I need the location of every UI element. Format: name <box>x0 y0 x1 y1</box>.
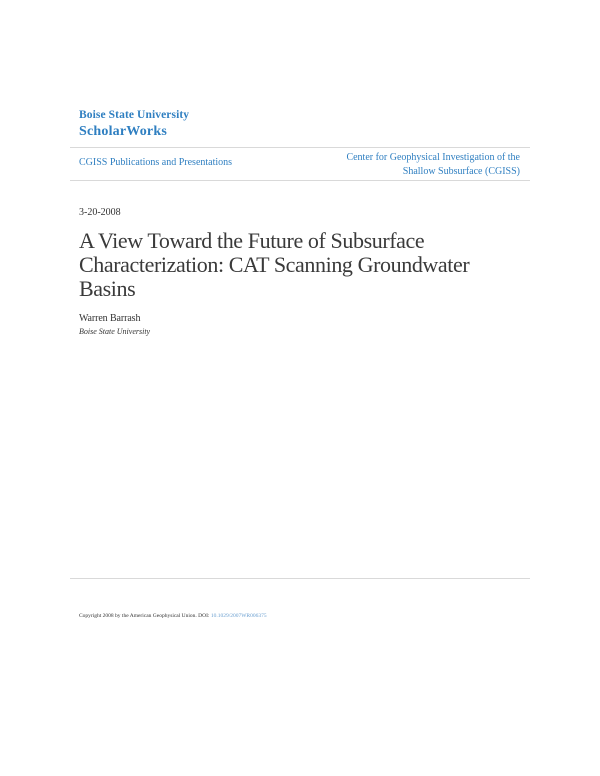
paper-title: A View Toward the Future of Subsurface Characterization: CAT Scanning Groundwater Basins <box>79 228 470 301</box>
series-link-cgiss-line2: Shallow Subsurface (CGISS) <box>402 166 520 177</box>
header-divider-bottom <box>70 180 530 181</box>
copyright-text: Copyright 2008 by the American Geophysical Union. DOI: <box>79 613 211 619</box>
series-link-cgiss[interactable] <box>300 151 520 179</box>
header-divider-top <box>70 147 530 148</box>
series-link-publications[interactable]: CGISS Publications and Presentations <box>79 157 233 168</box>
series-link-cgiss-line1: Center for Geophysical Investigation of the <box>346 152 520 163</box>
scholarworks-logo-text[interactable]: ScholarWorks <box>79 123 167 139</box>
doi-link[interactable]: 10.1029/2007WR006375 <box>210 613 267 619</box>
footer-divider <box>70 578 530 579</box>
publication-date: 3-20-2008 <box>79 207 121 218</box>
author-name: Warren Barrash <box>79 313 141 324</box>
university-name[interactable]: Boise State University <box>79 109 190 121</box>
repository-brand[interactable] <box>79 110 189 139</box>
author-affiliation: Boise State University <box>79 327 151 336</box>
copyright-notice <box>79 613 267 619</box>
